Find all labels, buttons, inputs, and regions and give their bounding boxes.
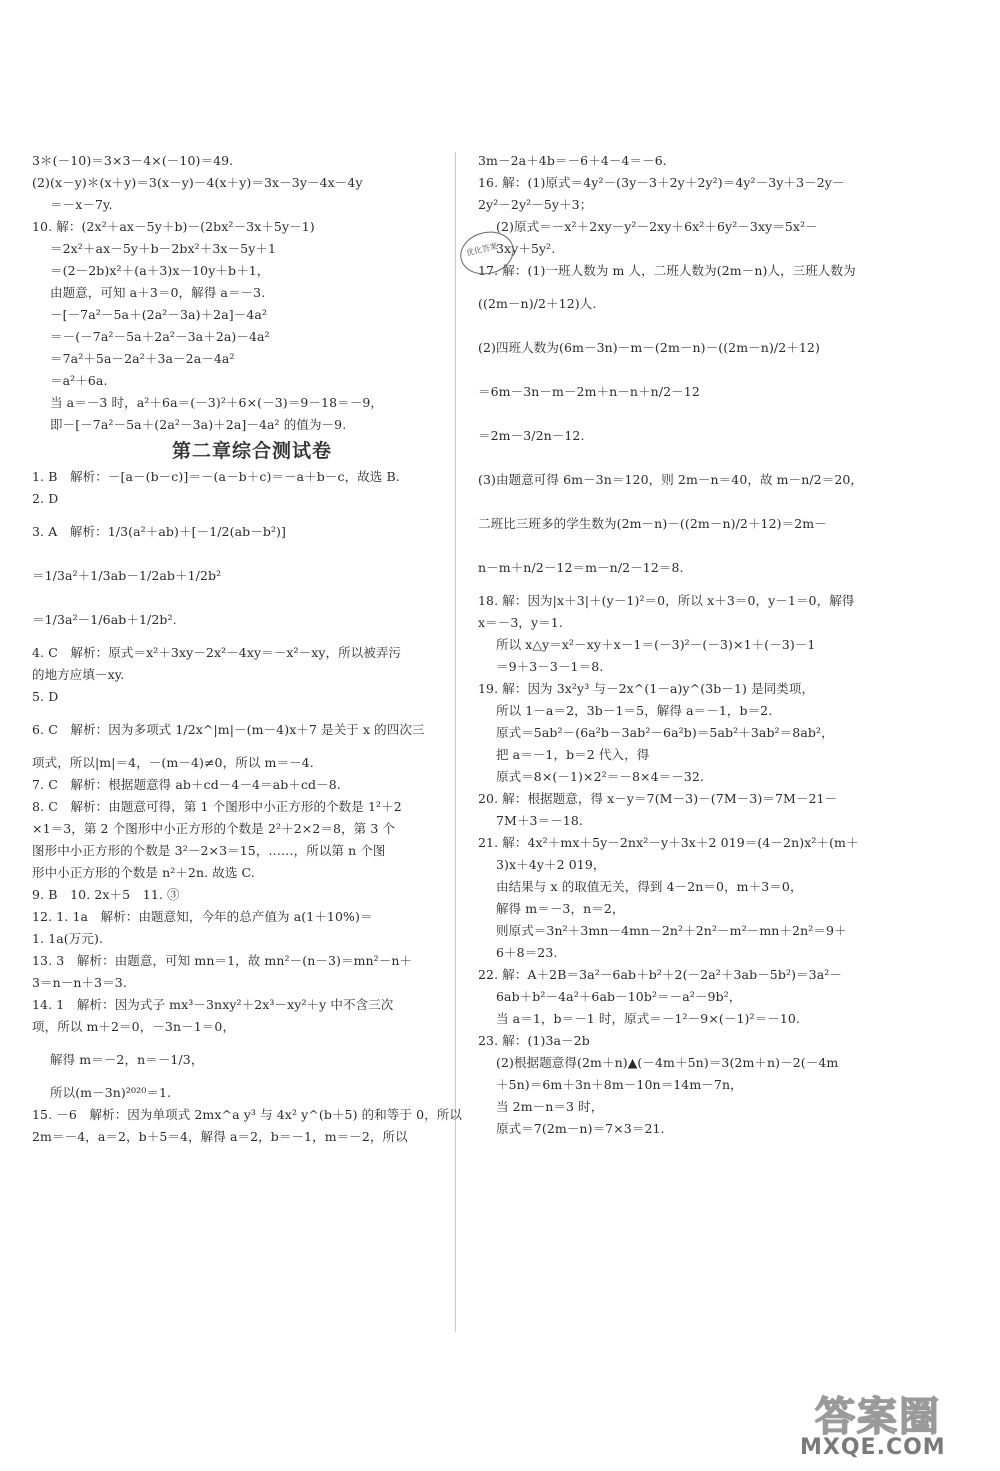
text-line: 则原式＝3n²＋3mn－4mn－2n²＋2n²－m²－mn＋2n²＝9＋ (496, 923, 847, 938)
left-column (32, 150, 472, 1331)
text-line: 23. 解：(1)3a－2b (478, 1033, 590, 1048)
text-line: 10. 解：(2x²＋ax－5y＋b)－(2bx²－3x＋5y－1) (32, 219, 315, 234)
text-line: 4. C 解析：原式＝x²＋3xy－2x²－4xy＝－x²－xy，所以被弄污 (32, 645, 402, 660)
text-line: 14. 1 解析：因为式子 mx³－3nxy²＋2x³－xy²＋y 中不含三次 (32, 997, 394, 1012)
text-line: 由题意，可知 a＋3＝0，解得 a＝－3. (50, 285, 266, 300)
text-line: 所以(m－3n)²⁰²⁰＝1. (50, 1085, 172, 1100)
text-line: 16. 解：(1)原式＝4y²－(3y－3＋2y＋2y²)＝4y²－3y＋3－2y－ (478, 175, 845, 190)
text-line: ＝2x²＋ax－5y＋b－2bx²＋3x－5y＋1 (50, 241, 277, 256)
text-line: 12. 1. 1a 解析：由题意知，今年的总产值为 a(1＋10%)＝ (32, 909, 373, 924)
text-line: 3xy＋5y². (496, 241, 556, 256)
text-line: 22. 解：A＋2B＝3a²－6ab＋b²＋2(－2a²＋3ab－5b²)＝3a²－ (478, 967, 842, 982)
site-watermark (795, 1385, 985, 1465)
text-line: ＝6m－3n－m－2m＋n－n＋n/2－12 (478, 384, 700, 399)
text-line: 原式＝5ab²－(6a²b－3ab²－6a²b)＝5ab²＋3ab²＝8ab²， (496, 725, 834, 740)
text-line: (2)根据题意得(2m＋n)▲(－4m＋5n)＝3(2m＋n)－2(－4m (496, 1055, 839, 1070)
text-line: ＝－(－7a²－5a＋2a²－3a＋2a)－4a² (50, 329, 270, 344)
section-title: 第二章综合测试卷 (171, 440, 332, 462)
text-line: 即－[－7a²－5a＋(2a²－3a)＋2a]－4a² 的值为－9. (50, 417, 347, 432)
text-line: ＝1/3a²－1/6ab＋1/2b². (32, 612, 177, 627)
text-line: 3＝n－n＋3＝3. (32, 975, 127, 990)
text-line: 原式＝8×(－1)×2²＝－8×4＝－32. (496, 769, 705, 784)
text-line: 1. 1a(万元). (32, 931, 104, 946)
text-line: ＋5n)＝6m＋3n＋8m－10n＝14m－7n， (496, 1077, 743, 1092)
text-line: 7M＋3＝－18. (496, 813, 583, 828)
text-line: 18. 解：因为|x＋3|＋(y－1)²＝0，所以 x＋3＝0，y－1＝0，解得 (478, 593, 855, 608)
watermark-url: MXQE.COM (800, 1435, 946, 1460)
text-line: 7. C 解析：根据题意得 ab＋cd－4－4＝ab＋cd－8. (32, 777, 341, 792)
text-line: 原式＝7(2m－n)＝7×3＝21. (496, 1121, 665, 1136)
text-line: 解得 m＝－2，n＝－1/3， (50, 1052, 204, 1067)
text-line: 17. 解：(1)一班人数为 m 人，二班人数为(2m－n)人，三班人数为 (478, 263, 856, 278)
text-line: 2m＝－4，a＝2，b＋5＝4，解得 a＝2，b＝－1，m＝－2，所以 (32, 1129, 408, 1144)
text-line: －[－7a²－5a＋(2a²－3a)＋2a]－4a² (50, 307, 268, 322)
text-line: 二班比三班多的学生数为(2m－n)－((2m－n)/2＋12)＝2m－ (478, 516, 827, 531)
text-line: 项式，所以|m|＝4，－(m－4)≠0，所以 m＝－4. (32, 755, 314, 770)
text-line: 6ab＋b²－4a²＋6ab－10b²＝－a²－9b²， (496, 989, 742, 1004)
text-line: 21. 解：4x²＋mx＋5y－2nx²－y＋3x＋2 019＝(4－2n)x²＋(m＋ (478, 835, 859, 850)
text-line: 所以 x△y＝x²－xy＋x－1＝(－3)²－(－3)×1＋(－3)－1 (496, 637, 816, 652)
text-line: 图形中小正方形的个数是 3²－2×3＝15，……，所以第 n 个图 (32, 843, 386, 858)
text-line: ＝1/3a²＋1/3ab－1/2ab＋1/2b² (32, 568, 222, 583)
text-line: ×1＝3，第 2 个图形中小正方形的个数是 2²＋2×2＝8，第 3 个 (32, 821, 396, 836)
text-line: (3)由题意可得 6m－3n＝120，则 2m－n＝40，故 m－n/2＝20， (478, 472, 864, 487)
watermark-logo-text: 答案圈 (815, 1394, 941, 1440)
text-line: 当 a＝－3 时，a²＋6a＝(－3)²＋6×(－3)＝9－18＝－9， (50, 395, 383, 410)
text-line: ((2m－n)/2＋12)人. (478, 296, 597, 311)
text-line: x＝－3，y＝1. (478, 615, 563, 630)
text-line: 解得 m＝－3，n＝2， (496, 901, 625, 916)
text-line: (2)四班人数为(6m－3n)－m－(2m－n)－((2m－n)/2＋12) (478, 340, 820, 355)
text-line: ＝a²＋6a. (50, 373, 108, 388)
text-line: ＝－x－7y. (50, 197, 113, 212)
text-line: ＝(2－2b)x²＋(a＋3)x－10y＋b＋1， (50, 263, 270, 278)
text-line: 2. D (32, 491, 59, 506)
text-line: 20. 解：根据题意，得 x－y＝7(M－3)－(7M－3)＝7M－21－ (478, 791, 838, 806)
text-line: 当 2m－n＝3 时， (496, 1099, 604, 1114)
text-line: 8. C 解析：由题意可得，第 1 个图形中小正方形的个数是 1²＋2 (32, 799, 402, 814)
text-line: (2)(x－y)＊(x＋y)＝3(x－y)－4(x＋y)＝3x－3y－4x－4y (32, 175, 363, 190)
text-line: 15. －6 解析：因为单项式 2mx^a y³ 与 4x² y^(b＋5) 的和等于 0，所以 (32, 1107, 462, 1122)
text-line: 3m－2a＋4b＝－6＋4－4＝－6. (478, 153, 667, 168)
text-line: 由结果与 x 的取值无关，得到 4－2n＝0，m＋3＝0， (496, 879, 803, 894)
text-line: 形中小正方形的个数是 n²＋2n. 故选 C. (32, 865, 255, 880)
text-line: (2)原式＝－x²＋2xy－y²－2xy＋6x²＋6y²－3xy＝5x²－ (496, 219, 818, 234)
text-line: 6. C 解析：因为多项式 1/2x^|m|－(m－4)x＋7 是关于 x 的四次三 (32, 722, 425, 737)
text-line: 所以 1－a＝2，3b－1＝5，解得 a＝－1，b＝2. (496, 703, 773, 718)
text-line: n－m＋n/2－12＝m－n/2－12＝8. (478, 560, 684, 575)
text-line: 项，所以 m＋2＝0，－3n－1＝0， (32, 1019, 236, 1034)
text-line: 的地方应填－xy. (32, 667, 125, 682)
text-line: 2y²－2y²－5y＋3； (478, 197, 593, 212)
text-line: 当 a＝1，b＝－1 时，原式＝－1²－9×(－1)²＝－10. (496, 1011, 800, 1026)
text-line: 把 a＝－1，b＝2 代入，得 (496, 747, 650, 762)
text-line: 3)x＋4y＋2 019， (496, 857, 606, 872)
text-line: 1. B 解析：－[a－(b－c)]＝－(a－b＋c)＝－a＋b－c，故选 B. (32, 469, 400, 484)
text-line: ＝2m－3/2n－12. (478, 428, 585, 443)
text-line: 13. 3 解析：由题意，可知 mn＝1，故 mn²－(n－3)＝mn²－n＋ (32, 953, 413, 968)
stamp-text: 优化答案 (465, 241, 499, 258)
text-line: ＝9＋3－3－1＝8. (496, 659, 604, 674)
text-line: 6＋8＝23. (496, 945, 558, 960)
text-line: ＝7a²＋5a－2a²＋3a－2a－4a² (50, 351, 235, 366)
text-line: 9. B 10. 2x＋5 11. ③ (32, 887, 180, 902)
text-line: 19. 解：因为 3x²y³ 与－2x^(1－a)y^(3b－1) 是同类项， (478, 681, 815, 696)
text-line: 5. D (32, 689, 59, 704)
text-line: 3. A 解析：1/3(a²＋ab)＋[－1/2(ab－b²)] (32, 524, 287, 539)
text-line: 3＊(－10)＝3×3－4×(－10)＝49. (32, 153, 234, 168)
right-column (478, 150, 908, 1331)
